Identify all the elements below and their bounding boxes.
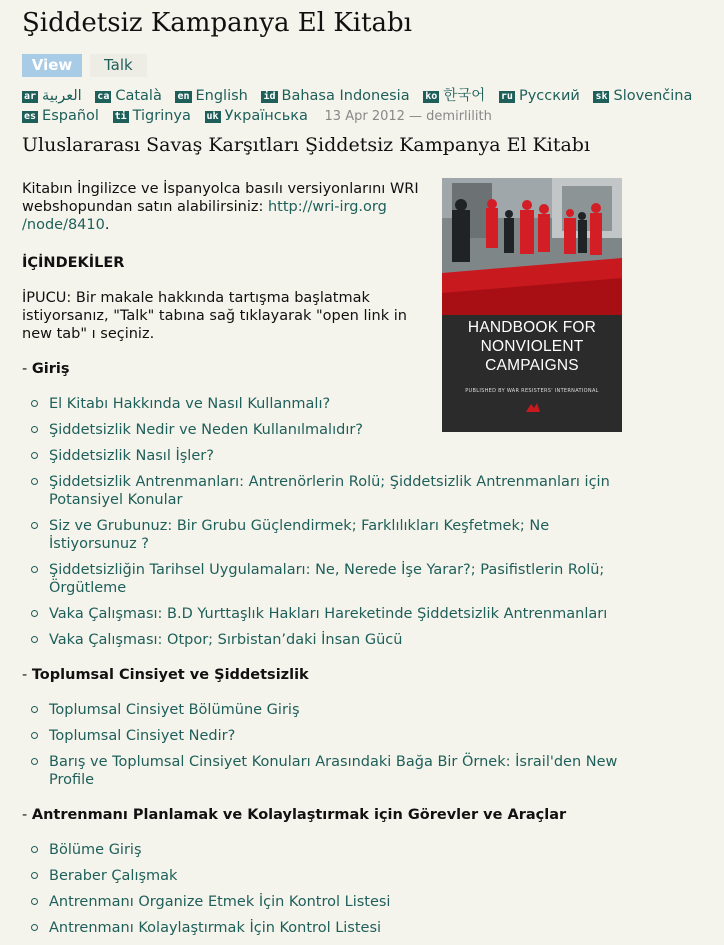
toc-link[interactable]: Bölüme Giriş	[49, 842, 142, 858]
language-name: Українська	[224, 108, 308, 124]
language-link-en[interactable]	[175, 86, 247, 106]
toc-item	[22, 561, 619, 597]
language-code: ti	[114, 111, 127, 122]
language-link-ru[interactable]	[499, 86, 580, 106]
tip-paragraph: İPUCU: Bir makale hakkında tartışma başlatmak istiyorsanız, "Talk" tabına sağ tıklayarak "open link in new tab" ı seçiniz.	[22, 290, 407, 342]
language-name: English	[195, 88, 248, 104]
cover-title-line: CAMPAIGNS	[485, 357, 579, 374]
toc-item	[22, 727, 619, 745]
toc-item	[22, 867, 619, 885]
language-name: 한국어	[443, 88, 486, 104]
toc-link[interactable]: Antrenmanı Organize Etmek İçin Kontrol Listesi	[49, 894, 391, 910]
language-code: sk	[595, 91, 608, 102]
section-heading: - Antrenmanı Planlamak ve Kolaylaştırmak için Görevler ve Araçlar	[22, 807, 567, 823]
language-code: es	[24, 111, 37, 122]
toc-item	[22, 841, 619, 859]
section-title: Giriş	[31, 361, 70, 377]
section-heading: - Giriş	[22, 361, 70, 377]
toc-item	[22, 605, 619, 623]
language-link-ko[interactable]	[423, 86, 485, 106]
toc-list	[22, 395, 622, 649]
tab-bar	[22, 54, 147, 77]
language-link-ar[interactable]	[22, 86, 82, 106]
toc-item	[22, 701, 619, 719]
toc-link[interactable]: Antrenmanı Kolaylaştırmak İçin Kontrol Listesi	[49, 920, 382, 936]
toc-item	[22, 421, 619, 439]
toc-item	[22, 473, 619, 509]
webshop-link[interactable]: http://wri-irg.org /node/8410	[22, 199, 387, 233]
toc-heading: İÇİNDEKİLER	[22, 255, 125, 271]
bullet-icon	[31, 846, 38, 853]
toc-link[interactable]: Şiddetsizlik Nedir ve Neden Kullanılmalıdır?	[49, 422, 364, 438]
toc-item	[22, 893, 619, 911]
tab-view[interactable]: View	[22, 54, 82, 77]
page-title: Şiddetsiz Kampanya El Kitabı	[22, 8, 412, 38]
language-link-sk[interactable]	[593, 86, 692, 106]
language-code: en	[177, 91, 190, 102]
language-link-es[interactable]	[22, 106, 99, 126]
language-code: ko	[425, 91, 438, 102]
toc-link[interactable]: Şiddetsizliğin Tarihsel Uygulamaları: Ne, Nerede İşe Yarar?; Pasifistlerin Rolü; Örgütleme	[49, 562, 605, 596]
toc-item	[22, 631, 619, 649]
tab-talk[interactable]: Talk	[90, 54, 147, 77]
bullet-icon	[31, 478, 38, 485]
language-code: ru	[500, 91, 513, 102]
section-title: Toplumsal Cinsiyet ve Şiddetsizlik	[31, 667, 309, 683]
toc-link[interactable]: El Kitabı Hakkında ve Nasıl Kullanmalı?	[49, 396, 331, 412]
intro-paragraph	[22, 180, 427, 234]
language-name: العربية	[42, 88, 82, 104]
language-link-ca[interactable]	[95, 86, 162, 106]
toc-link[interactable]: Siz ve Grubunuz: Bir Grubu Güçlendirmek; Farklılıkları Keşfetmek; Ne İstiyorsunuz ?	[49, 518, 550, 552]
article-title: Uluslararası Savaş Karşıtları Şiddetsiz Kampanya El Kitabı	[22, 134, 591, 156]
bullet-icon	[31, 898, 38, 905]
language-list	[22, 86, 712, 127]
toc-item	[22, 447, 619, 465]
language-name: Русский	[518, 88, 580, 104]
toc-list	[22, 841, 622, 937]
toc-item	[22, 517, 619, 553]
language-link-uk[interactable]	[205, 106, 308, 126]
language-link-id[interactable]	[261, 86, 409, 106]
intro-text: Kitabın İngilizce ve İspanyolca basılı versiyonlarını WRI webshopundan satın alabilirsiniz:	[22, 181, 419, 215]
bullet-icon	[31, 610, 38, 617]
language-code: uk	[206, 111, 219, 122]
bullet-icon	[31, 452, 38, 459]
toc-list	[22, 701, 622, 789]
language-name: Español	[42, 108, 99, 124]
language-name: Català	[115, 88, 162, 104]
toc-item	[22, 919, 619, 937]
bullet-icon	[31, 732, 38, 739]
toc-link[interactable]: Toplumsal Cinsiyet Bölümüne Giriş	[49, 702, 300, 718]
bullet-icon	[31, 426, 38, 433]
toc-item	[22, 395, 619, 413]
toc-link[interactable]: Şiddetsizlik Antrenmanları: Antrenörlerin Rolü; Şiddetsizlik Antrenmanları için Potansiyel Konular	[49, 474, 610, 508]
toc-item	[22, 753, 619, 789]
bullet-icon	[31, 758, 38, 765]
cover-publisher: PUBLISHED BY WAR RESISTERS' INTERNATIONAL	[465, 388, 599, 394]
language-name: Bahasa Indonesia	[281, 88, 410, 104]
bullet-icon	[31, 636, 38, 643]
language-code: id	[263, 91, 276, 102]
bullet-icon	[31, 400, 38, 407]
toc-link[interactable]: Vaka Çalışması: B.D Yurttaşlık Hakları Hareketinde Şiddetsizlik Antrenmanları	[49, 606, 608, 622]
section-heading: - Toplumsal Cinsiyet ve Şiddetsizlik	[22, 667, 309, 683]
article-body	[22, 180, 622, 945]
bullet-icon	[31, 706, 38, 713]
toc-link[interactable]: Vaka Çalışması: Otpor; Sırbistan’daki İnsan Gücü	[49, 632, 403, 648]
language-code: ar	[24, 91, 37, 102]
language-code: ca	[97, 91, 110, 102]
intro-after: .	[104, 217, 110, 233]
cover-title-line: HANDBOOK FOR	[467, 319, 597, 336]
toc-link[interactable]: Şiddetsizlik Nasıl İşler?	[49, 448, 214, 464]
language-link-ti[interactable]	[113, 106, 191, 126]
toc-link[interactable]: Toplumsal Cinsiyet Nedir?	[49, 728, 236, 744]
section-title: Antrenmanı Planlamak ve Kolaylaştırmak için Görevler ve Araçlar	[31, 807, 567, 823]
bullet-icon	[31, 522, 38, 529]
toc-link[interactable]: Beraber Çalışmak	[49, 868, 178, 884]
post-meta: 13 Apr 2012 — demirlilith	[324, 109, 492, 124]
bullet-icon	[31, 566, 38, 573]
toc-link[interactable]: Barış ve Toplumsal Cinsiyet Konuları Arasındaki Bağa Bir Örnek: İsrail'den New Profile	[49, 754, 618, 788]
cover-title-line: NONVIOLENT	[480, 338, 584, 355]
bullet-icon	[31, 924, 38, 931]
language-name: Tigrinya	[132, 108, 191, 124]
language-name: Slovenčina	[613, 88, 693, 104]
bullet-icon	[31, 872, 38, 879]
